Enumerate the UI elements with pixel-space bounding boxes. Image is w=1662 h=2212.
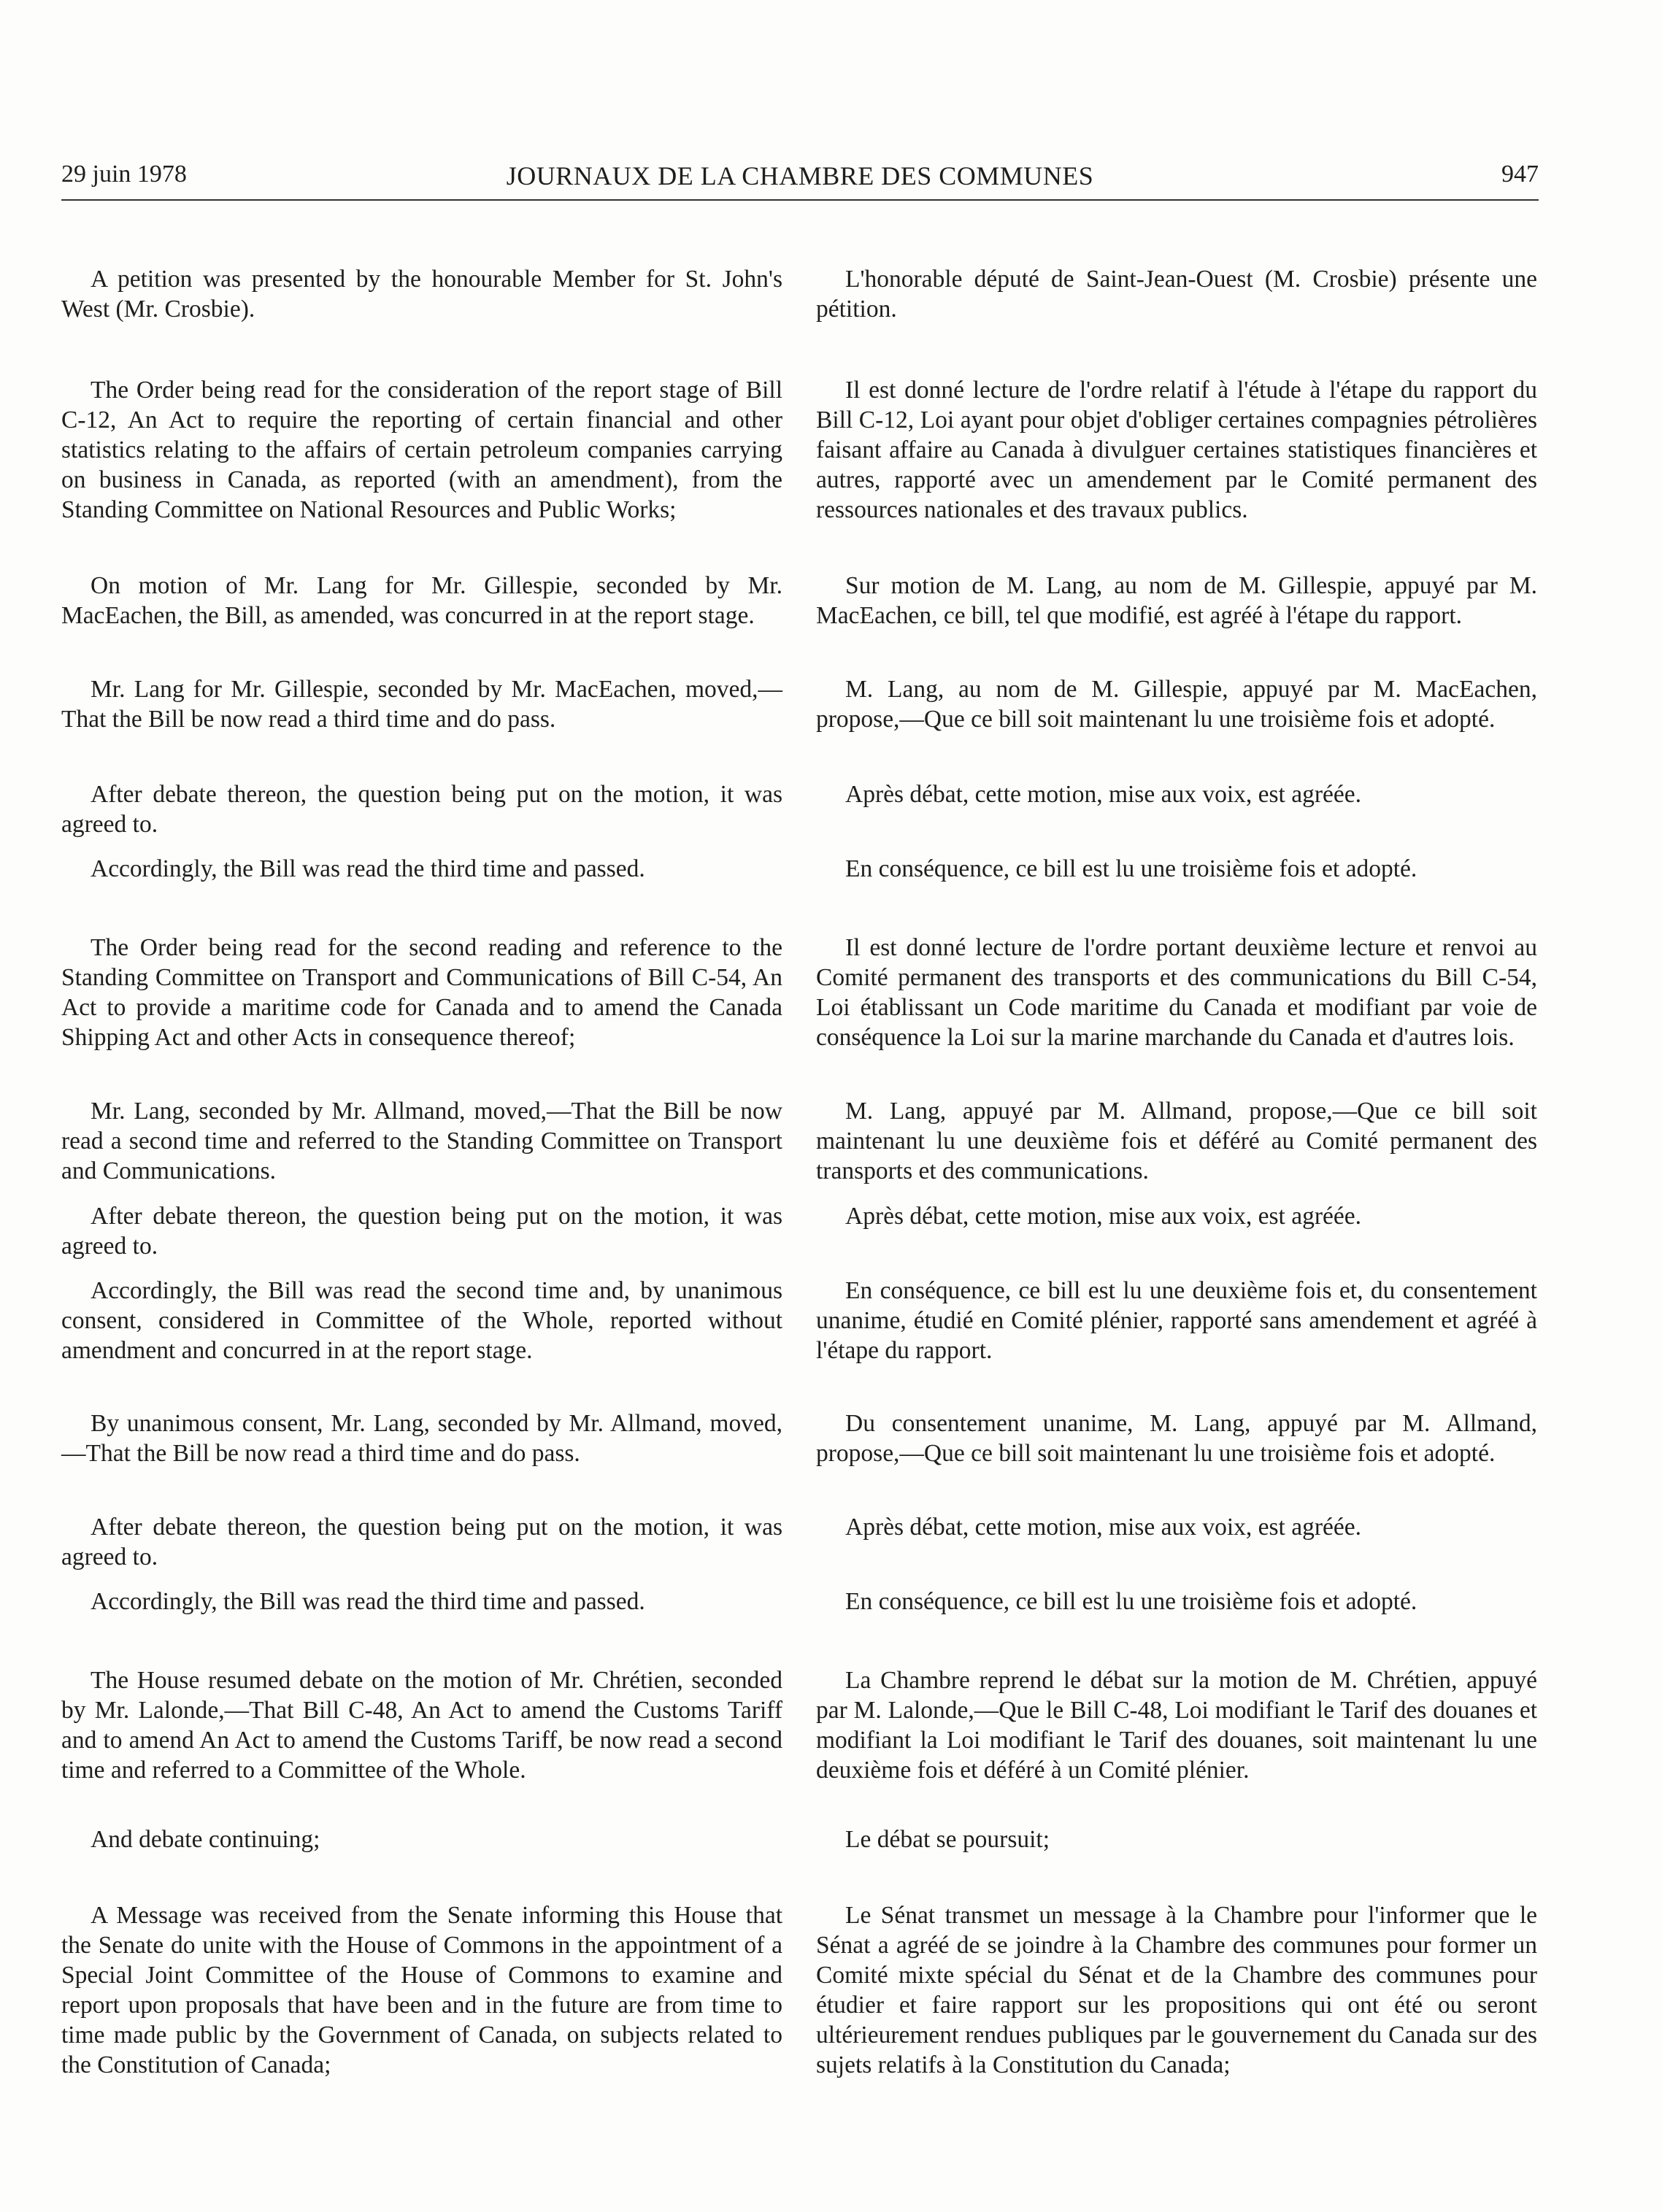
en-bill-c54-third-agreed (61, 1512, 782, 1572)
fr-bill-c54-order (816, 933, 1537, 1052)
fr-bill-c54-committee-whole (816, 1276, 1537, 1365)
paragraph: Après débat, cette motion, mise aux voix, est agréée. (845, 1203, 1361, 1230)
paragraph: Il est donné lecture de l'ordre portant deuxième lecture et renvoi au Comité permanent des transports et des communications du Bill C-54, Loi établissant un Code maritime du Canada et modifiant par voie de conséquence la Loi sur la marine marchande du Canada et d'autres lois. (816, 934, 1537, 1051)
fr-bill-c54-second-reading-motion (816, 1096, 1537, 1186)
paragraph: Après débat, cette motion, mise aux voix, est agréée. (845, 1514, 1361, 1541)
header-title: JOURNAUX DE LA CHAMBRE DES COMMUNES (506, 161, 1094, 190)
paragraph: En conséquence, ce bill est lu une troisième fois et adopté. (845, 1588, 1417, 1615)
paragraph: Accordingly, the Bill was read the third time and passed. (91, 1588, 645, 1615)
fr-bill-c48-debate (816, 1665, 1537, 1785)
paragraph: Du consentement unanime, M. Lang, appuyé par M. Allmand, propose,—Que ce bill soit maintenant lu une troisième fois et adopté. (816, 1410, 1537, 1467)
en-petition (61, 264, 782, 324)
en-debate-continuing (61, 1824, 782, 1854)
paragraph: M. Lang, appuyé par M. Allmand, propose,—Que ce bill soit maintenant lu une deuxième fois et déféré au Comité permanent des transports et des communications. (816, 1098, 1537, 1184)
paragraph: On motion of Mr. Lang for Mr. Gillespie, seconded by Mr. MacEachen, the Bill, as amended, was concurred in at the report stage. (61, 572, 782, 629)
en-bill-c48-debate (61, 1665, 782, 1785)
paragraph: By unanimous consent, Mr. Lang, seconded by Mr. Allmand, moved,—That the Bill be now read a third time and do pass. (61, 1410, 782, 1467)
paragraph: A petition was presented by the honourable Member for St. John's West (Mr. Crosbie). (61, 266, 782, 323)
paragraph: The Order being read for the second reading and reference to the Standing Committee on Transport and Communications of Bill C-54, An Act to provide a maritime code for Canada and to amend the Canada Shipping Act and other Acts in consequence thereof; (61, 934, 782, 1051)
en-bill-c12-third-reading-motion (61, 674, 782, 734)
page-header (61, 161, 1539, 197)
en-bill-c12-passed (61, 854, 782, 884)
en-bill-c54-committee-whole (61, 1276, 782, 1365)
fr-debate-continuing (816, 1824, 1537, 1854)
paragraph: En conséquence, ce bill est lu une troisième fois et adopté. (845, 855, 1417, 882)
fr-senate-message (816, 1900, 1537, 2080)
paragraph: L'honorable député de Saint-Jean-Ouest (M. Crosbie) présente une pétition. (816, 266, 1537, 323)
en-bill-c12-concurred (61, 571, 782, 631)
fr-bill-c54-passed (816, 1587, 1537, 1616)
fr-petition (816, 264, 1537, 324)
fr-bill-c12-passed (816, 854, 1537, 884)
en-senate-message (61, 1900, 782, 2080)
en-bill-c54-order (61, 933, 782, 1052)
paragraph: After debate thereon, the question being put on the motion, it was agreed to. (61, 781, 782, 838)
en-bill-c12-order (61, 375, 782, 525)
en-bill-c54-third-reading-motion (61, 1408, 782, 1468)
fr-bill-c54-agreed (816, 1201, 1537, 1231)
paragraph: After debate thereon, the question being put on the motion, it was agreed to. (61, 1514, 782, 1571)
paragraph: After debate thereon, the question being put on the motion, it was agreed to. (61, 1203, 782, 1260)
paragraph: Sur motion de M. Lang, au nom de M. Gillespie, appuyé par M. MacEachen, ce bill, tel que modifié, est agréé à l'étape du rapport. (816, 572, 1537, 629)
en-bill-c54-agreed (61, 1201, 782, 1261)
paragraph: Accordingly, the Bill was read the third time and passed. (91, 855, 645, 882)
paragraph: A Message was received from the Senate informing this House that the Senate do unite with the House of Commons in the appointment of a Special Joint Committee of the House of Commons to examine and report upon proposals that have been and in the future are from time to time made public by the Government of Canada, on subjects related to the Constitution of Canada; (61, 1902, 782, 2078)
paragraph: M. Lang, au nom de M. Gillespie, appuyé par M. MacEachen, propose,—Que ce bill soit maintenant lu une troisième fois et adopté. (816, 676, 1537, 733)
paragraph: En conséquence, ce bill est lu une deuxième fois et, du consentement unanime, étudié en Comité plénier, rapporté sans amendement et agréé à l'étape du rapport. (816, 1277, 1537, 1364)
en-bill-c54-second-reading-motion (61, 1096, 782, 1186)
paragraph: Le Sénat transmet un message à la Chambre pour l'informer que le Sénat a agréé de se joindre à la Chambre des communes pour former un Comité mixte spécial du Sénat et de la Chambre des communes pour étudier et faire rapport sur les propositions qui ont été ou seront ultérieurement rendues publiques par le gouvernement du Canada sur des sujets relatifs à la Constitution du Canada; (816, 1902, 1537, 2078)
header-rule (61, 199, 1539, 201)
fr-bill-c12-order (816, 375, 1537, 525)
fr-bill-c12-third-reading-motion (816, 674, 1537, 734)
fr-bill-c12-concurred (816, 571, 1537, 631)
page-number: 947 (1501, 161, 1539, 188)
header-date: 29 juin 1978 (61, 161, 187, 188)
paragraph: Après débat, cette motion, mise aux voix, est agréée. (845, 781, 1361, 808)
paragraph: Accordingly, the Bill was read the second time and, by unanimous consent, considered in Committee of the Whole, reported without amendment and concurred in at the report stage. (61, 1277, 782, 1364)
paragraph: Mr. Lang for Mr. Gillespie, seconded by Mr. MacEachen, moved,—That the Bill be now read a third time and do pass. (61, 676, 782, 733)
en-bill-c12-agreed (61, 779, 782, 839)
fr-bill-c54-third-agreed (816, 1512, 1537, 1542)
paragraph: And debate continuing; (91, 1826, 320, 1853)
fr-bill-c54-third-reading-motion (816, 1408, 1537, 1468)
paragraph: Il est donné lecture de l'ordre relatif à l'étude à l'étape du rapport du Bill C-12, Loi ayant pour objet d'obliger certaines compagnies pétrolières faisant affaire au Canada à divulguer certaines statistiques financières et autres, rapporté avec un amendement par le Comité permanent des ressources nationales et des travaux publics. (816, 377, 1537, 523)
paragraph: The House resumed debate on the motion of Mr. Chrétien, seconded by Mr. Lalonde,—That Bill C-48, An Act to amend the Customs Tariff and to amend An Act to amend the Customs Tariff, be now read a second time and referred to a Committee of the Whole. (61, 1667, 782, 1784)
paragraph: The Order being read for the consideration of the report stage of Bill C-12, An Act to require the reporting of certain financial and other statistics relating to the affairs of certain petroleum companies carrying on business in Canada, as reported (with an amendment), from the Standing Committee on National Resources and Public Works; (61, 377, 782, 523)
paragraph: Le débat se poursuit; (845, 1826, 1050, 1853)
fr-bill-c12-agreed (816, 779, 1537, 809)
en-bill-c54-passed (61, 1587, 782, 1616)
paragraph: Mr. Lang, seconded by Mr. Allmand, moved,—That the Bill be now read a second time and referred to the Standing Committee on Transport and Communications. (61, 1098, 782, 1184)
paragraph: La Chambre reprend le débat sur la motion de M. Chrétien, appuyé par M. Lalonde,—Que le Bill C-48, Loi modifiant le Tarif des douanes et modifiant la Loi modifiant le Tarif des douanes, soit maintenant lu une deuxième fois et déféré à un Comité plénier. (816, 1667, 1537, 1784)
